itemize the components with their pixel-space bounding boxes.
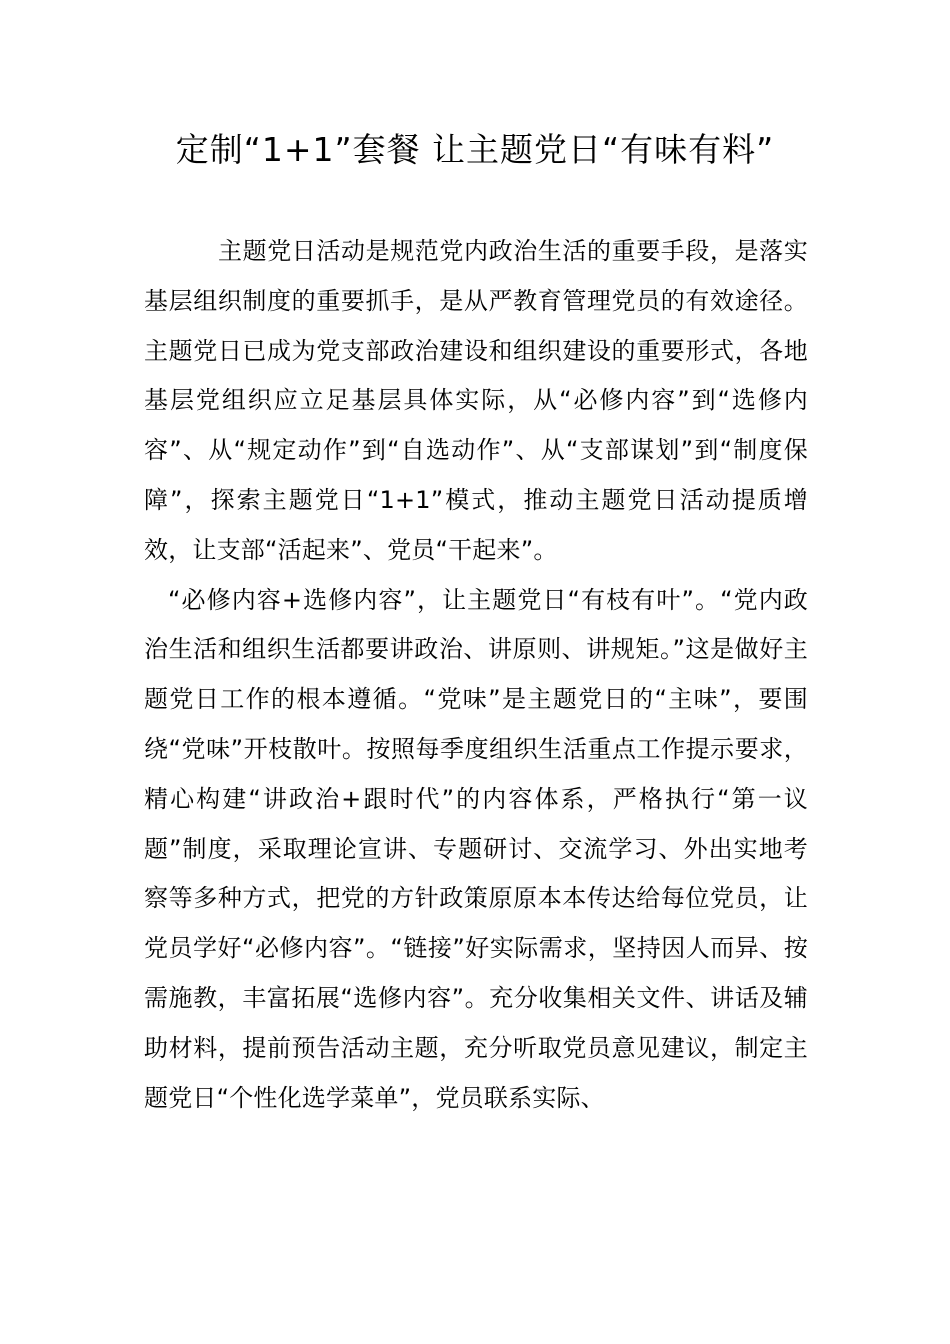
body-paragraph-2: “必修内容+选修内容”，让主题党日“有枝有叶”。“党内政治生活和组织生活都要讲政治、讲原则、讲规矩。”这是做好主题党日工作的根本遵循。“党味”是主题党日的“主味”，要围绕“党味”开枝散叶。按照每季度组织生活重点工作提示要求，精心构建“讲政治+跟时代”的内容体系，严格执行“第一议题”制度，采取理论宣讲、专题研讨、交流学习、外出实地考察等多种方式，把党的方针政策原原本本传达给每位党员，让党员学好“必修内容”。“链接”好实际需求，坚持因人而异、按需施教，丰富拓展“选修内容”。充分收集相关文件、讲话及辅助材料，提前预告活动主题，充分听取党员意见建议，制定主题党日“个性化选学菜单”，党员联系实际、 xyxy=(144,585,808,1112)
document-body xyxy=(144,227,808,1123)
body-paragraph-1: 主题党日活动是规范党内政治生活的重要手段，是落实基层组织制度的重要抓手，是从严教育管理党员的有效途径。主题党日已成为党支部政治建设和组织建设的重要形式，各地基层党组织应立足基层具体实际，从“必修内容”到“选修内容”、从“规定动作”到“自选动作”、从“支部谋划”到“制度保障”，探索主题党日“1+1”模式，推动主题党日活动提质增效，让支部“活起来”、党员“干起来”。 xyxy=(144,237,808,564)
document-title: 定制“1+1”套餐 让主题党日“有味有料” xyxy=(175,130,775,169)
